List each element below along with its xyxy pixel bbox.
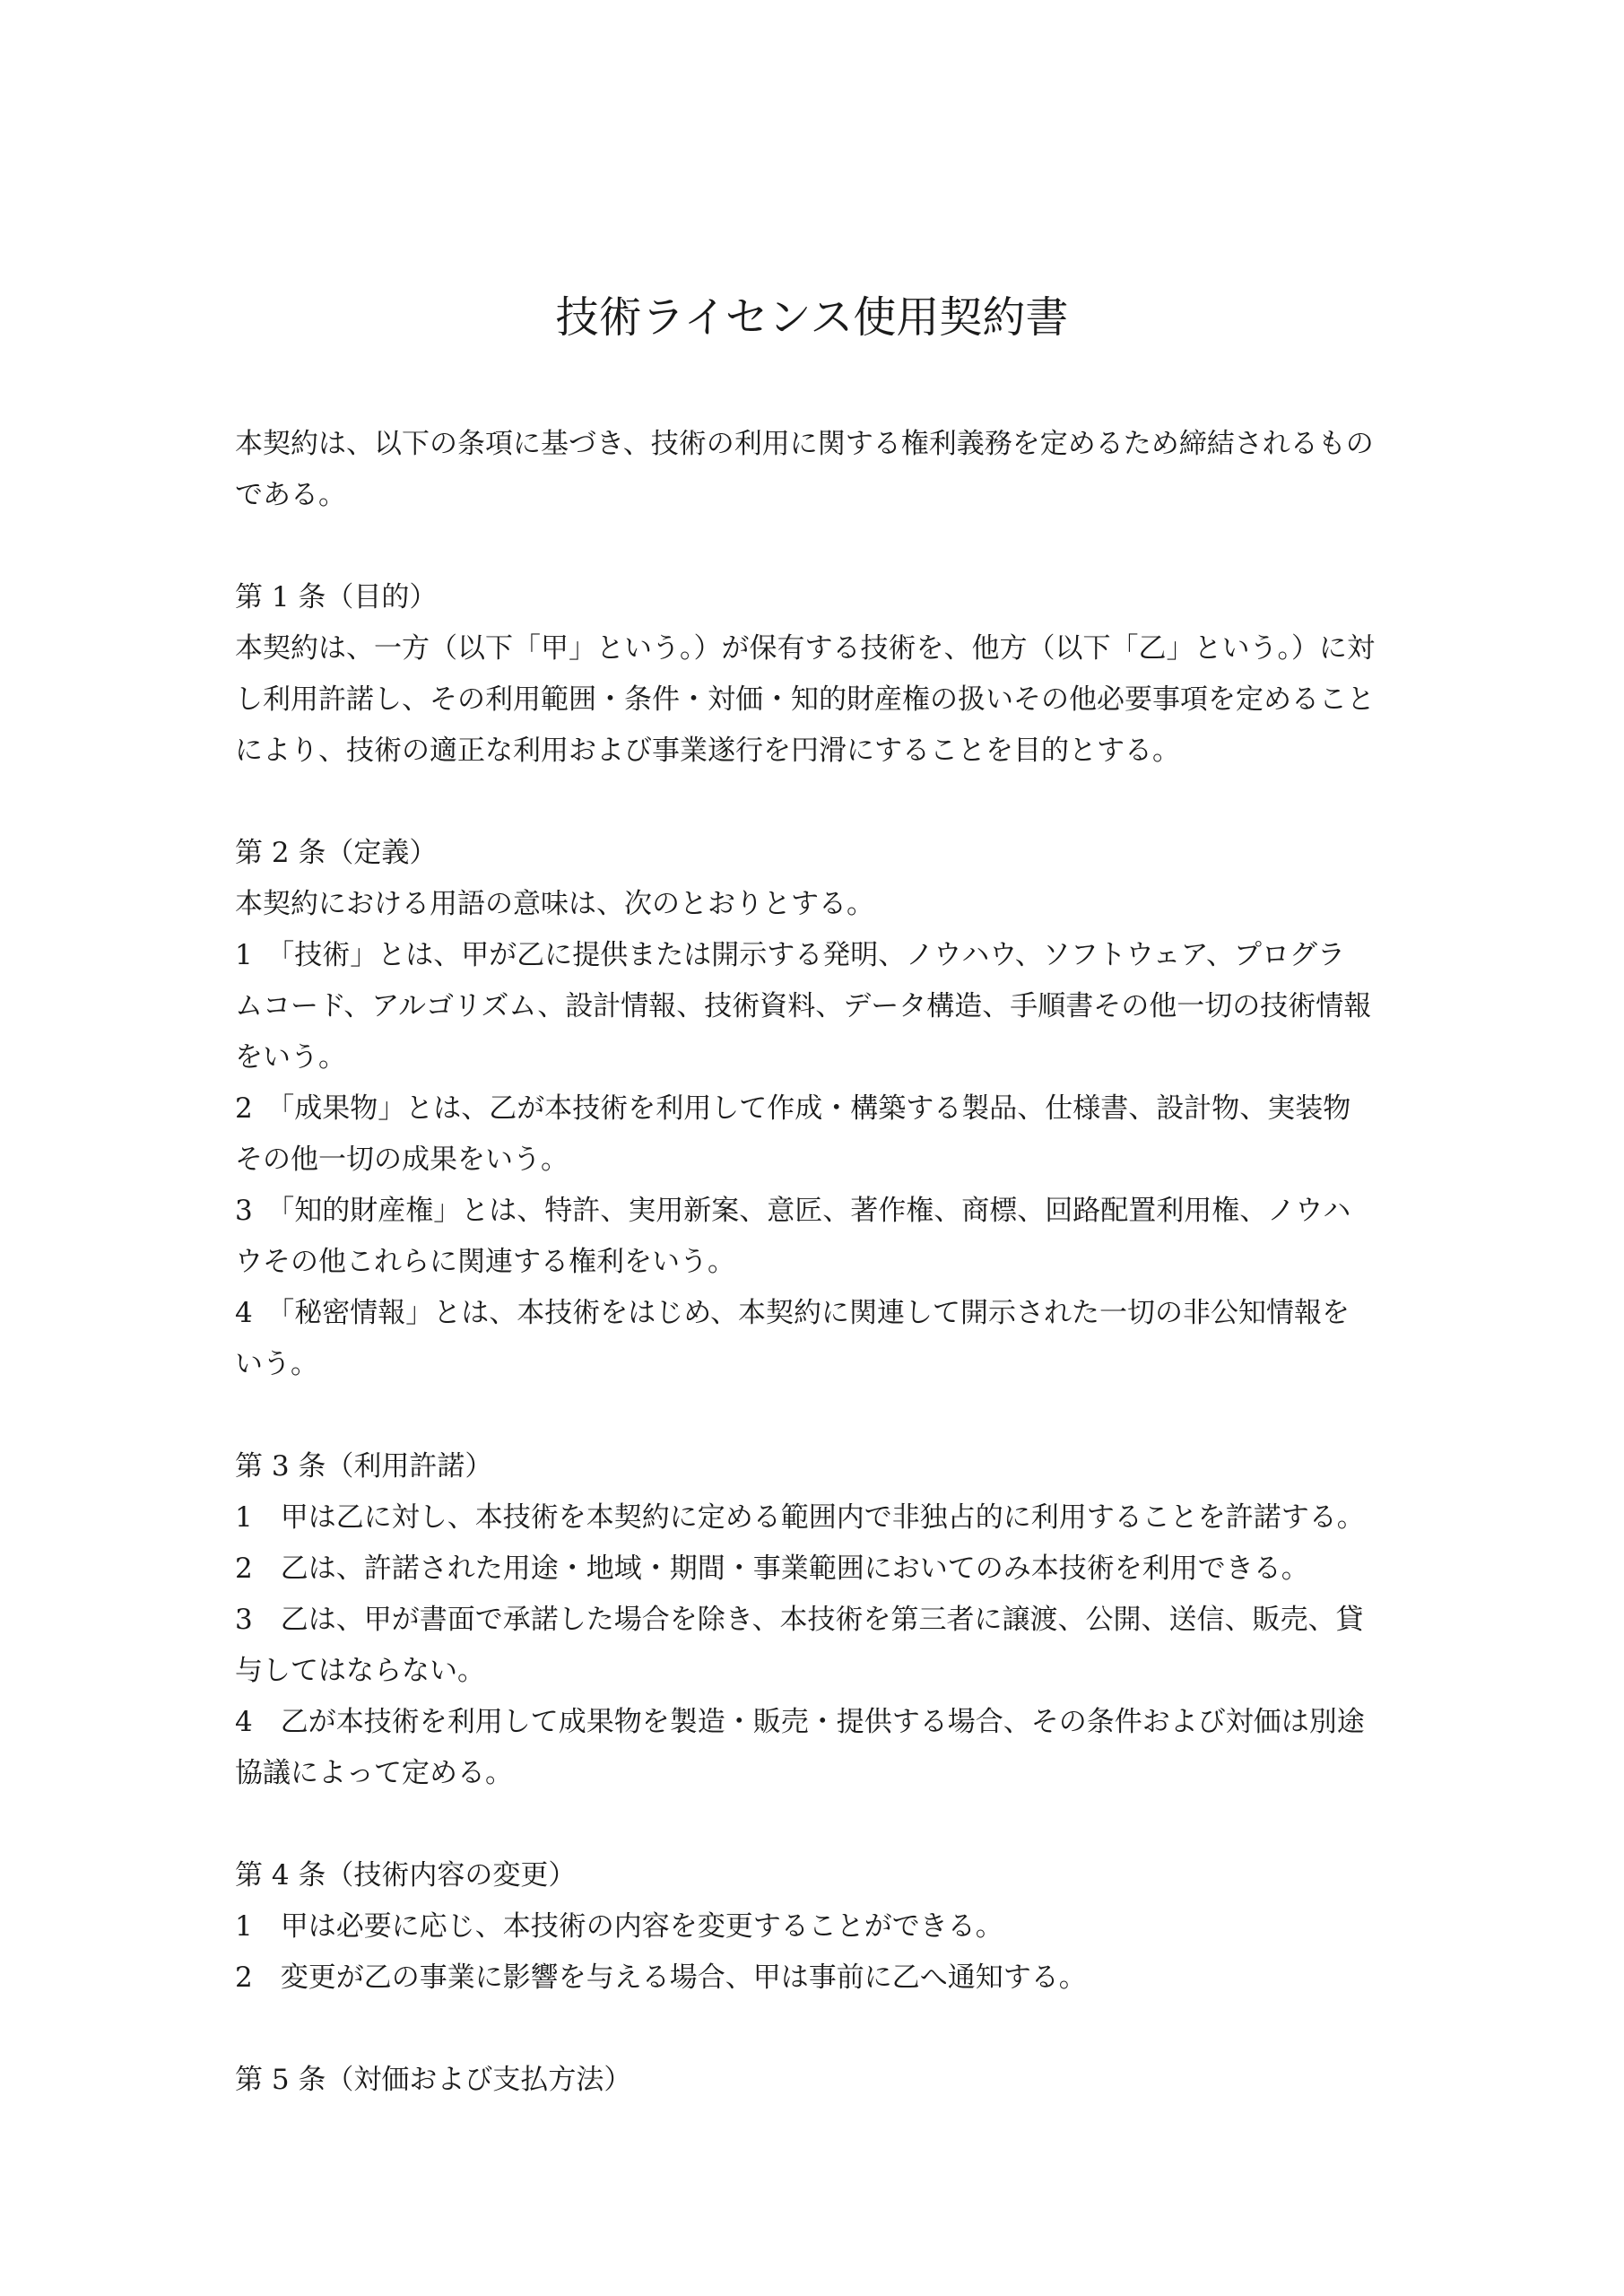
article-5-heading: 第 5 条（対価および支払方法） (235, 2064, 632, 2096)
article-3-line: 与してはならない。 (235, 1655, 485, 1687)
article-2-line: いう。 (235, 1348, 318, 1380)
preamble-line: である。 (235, 479, 346, 511)
article-3-line: 3 乙は、甲が書面で承諾した場合を除き、本技術を第三者に譲渡、公開、送信、販売、貸 (235, 1604, 1364, 1636)
article-2-line: ウその他これらに関連する権利をいう。 (235, 1246, 735, 1278)
article-4-line: 1 甲は必要に応じ、本技術の内容を変更することができる。 (235, 1910, 1003, 1943)
article-2-line: 1 「技術」とは、甲が乙に提供または開示する発明、ノウハウ、ソフトウェア、プログラ (235, 939, 1346, 971)
article-2-line: 3 「知的財産権」とは、特許、実用新案、意匠、著作権、商標、回路配置利用権、ノウハ (235, 1195, 1351, 1227)
article-2-line: その他一切の成果をいう。 (235, 1144, 569, 1176)
document-title: 技術ライセンス使用契約書 (555, 292, 1069, 343)
article-3-line: 2 乙は、許諾された用途・地域・期間・事業範囲においてのみ本技術を利用できる。 (235, 1552, 1309, 1585)
article-2-line: 本契約における用語の意味は、次のとおりとする。 (235, 888, 874, 920)
article-3-line: 協議によって定める。 (235, 1757, 513, 1789)
article-1-line: し利用許諾し、その利用範囲・条件・対価・知的財産権の扱いその他必要事項を定めること (235, 683, 1375, 716)
preamble-line: 本契約は、以下の条項に基づき、技術の利用に関する権利義務を定めるため締結されるもの (235, 428, 1374, 460)
article-1-line: 本契約は、一方（以下「甲」という。）が保有する技術を、他方（以下「乙」という。）に対 (235, 632, 1375, 665)
article-2-heading: 第 2 条（定義） (235, 837, 438, 869)
article-4-heading: 第 4 条（技術内容の変更） (235, 1859, 577, 1892)
article-2-line: 2 「成果物」とは、乙が本技術を利用して作成・構築する製品、仕様書、設計物、実装物 (235, 1092, 1351, 1125)
article-4-line: 2 変更が乙の事業に影響を与える場合、甲は事前に乙へ通知する。 (235, 1961, 1087, 1994)
article-2-line: ムコード、アルゴリズム、設計情報、技術資料、データ構造、手順書その他一切の技術情報 (235, 990, 1372, 1022)
article-3-line: 1 甲は乙に対し、本技術を本契約に定める範囲内で非独占的に利用することを許諾する。 (235, 1501, 1365, 1534)
article-1-heading: 第 1 条（目的） (235, 581, 438, 613)
article-1-line: により、技術の適正な利用および事業遂行を円滑にすることを目的とする。 (235, 735, 1180, 767)
document-body (235, 419, 1401, 2106)
article-3-line: 4 乙が本技術を利用して成果物を製造・販売・提供する場合、その条件および対価は別途 (235, 1706, 1365, 1738)
article-2-line: をいう。 (235, 1041, 346, 1074)
article-2-line: 4 「秘密情報」とは、本技術をはじめ、本契約に関連して開示された一切の非公知情報を (235, 1297, 1350, 1329)
article-3-heading: 第 3 条（利用許諾） (235, 1450, 493, 1483)
